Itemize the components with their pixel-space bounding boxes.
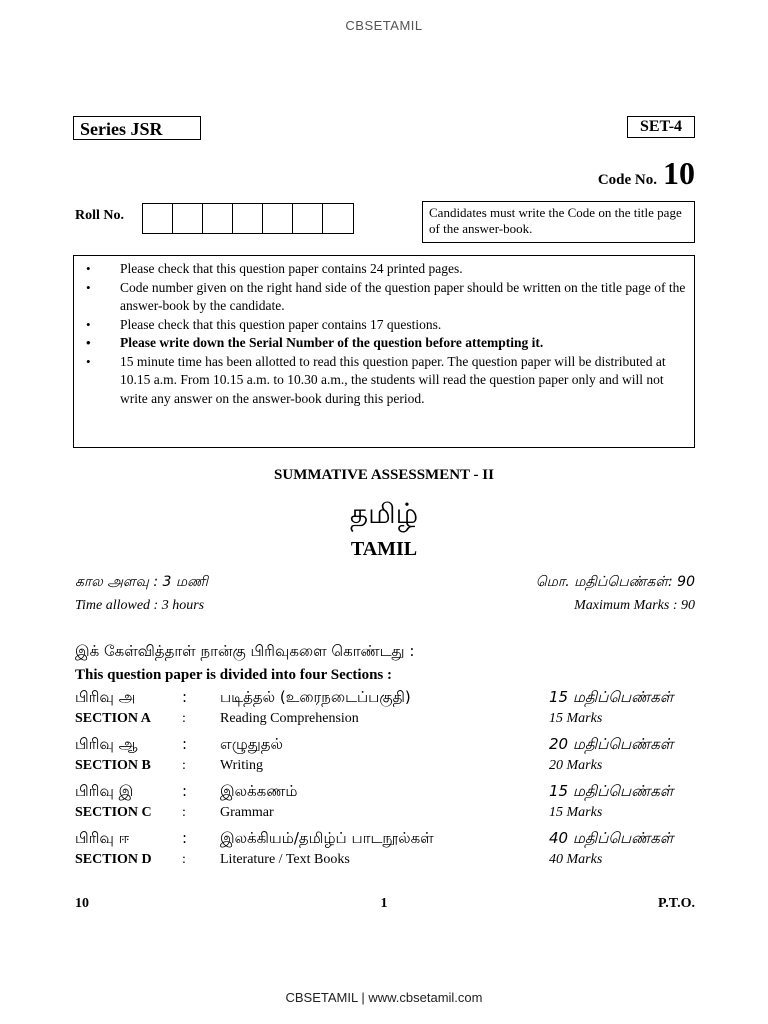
roll-number-cell[interactable] [293, 204, 323, 233]
instruction-text: Code number given on the right hand side of the question paper should be written on the title page of the answer-book by the candidate. [120, 279, 686, 313]
instruction-text: Please check that this question paper contains 17 questions. [120, 316, 442, 332]
section-row-tamil [75, 688, 695, 710]
separator-colon: : [182, 805, 186, 820]
instructions-box [73, 255, 695, 448]
roll-number-label: Roll No. [75, 208, 124, 223]
section-label: பிரிவு ஆ [75, 735, 138, 753]
subject-title-english: TAMIL [350, 538, 418, 560]
bullet-icon: • [86, 279, 91, 295]
section-row-english [75, 852, 695, 874]
section-label: SECTION C [75, 805, 152, 820]
instruction-item [84, 279, 686, 316]
section-name: Writing [220, 758, 263, 773]
assessment-title: SUMMATIVE ASSESSMENT - II [274, 467, 494, 483]
bullet-icon: • [86, 261, 91, 276]
pto-label: P.T.O. [658, 896, 695, 911]
max-marks-tamil: மொ. மதிப்பெண்கள்: 90 [535, 574, 695, 590]
time-allowed-tamil: கால அளவு : 3 மணி [75, 574, 208, 590]
roll-number-cell[interactable] [263, 204, 293, 233]
roll-number-cell[interactable] [143, 204, 173, 233]
section-label: பிரிவு அ [75, 688, 136, 706]
section-name: இலக்கியம்/தமிழ்ப் பாடநூல்கள் [220, 829, 434, 847]
section-label: SECTION A [75, 711, 151, 726]
section-marks: 15 மதிப்பெண்கள் [549, 782, 674, 800]
roll-number-boxes[interactable] [142, 203, 354, 234]
instruction-text: Please write down the Serial Number of the question before attempting it. [120, 335, 544, 350]
separator-colon: : [182, 735, 188, 753]
section-marks: 40 மதிப்பெண்கள் [549, 829, 674, 847]
bullet-icon: • [86, 353, 91, 369]
bullet-icon: • [86, 335, 91, 350]
instruction-item [84, 316, 686, 335]
code-number-block [598, 155, 695, 192]
subject-title-tamil: தமிழ் [349, 497, 419, 530]
separator-colon: : [182, 782, 188, 800]
section-name: எழுதுதல் [220, 735, 283, 753]
section-marks: 20 மதிப்பெண்கள் [549, 735, 674, 753]
section-marks: 15 Marks [549, 805, 603, 820]
section-row-tamil [75, 829, 695, 851]
time-allowed-english: Time allowed : 3 hours [75, 598, 205, 613]
roll-number-cell[interactable] [233, 204, 263, 233]
footer-code: 10 [75, 896, 89, 911]
section-row-tamil [75, 782, 695, 804]
instruction-text: Please check that this question paper contains 24 printed pages. [120, 261, 463, 276]
section-marks: 15 Marks [549, 711, 603, 726]
instruction-item [84, 260, 686, 279]
section-row-english [75, 805, 695, 827]
section-name: Reading Comprehension [220, 711, 359, 726]
section-marks: 20 Marks [549, 758, 603, 773]
candidate-note-box: Candidates must write the Code on the title page of the answer-book. [422, 201, 695, 243]
instructions-list [84, 260, 686, 408]
sections-intro-english: This question paper is divided into four Sections : [75, 667, 393, 683]
section-row-english [75, 711, 695, 733]
section-label: SECTION D [75, 852, 152, 867]
separator-colon: : [182, 688, 188, 706]
section-marks: 40 Marks [549, 852, 603, 867]
section-marks: 15 மதிப்பெண்கள் [549, 688, 674, 706]
separator-colon: : [182, 829, 188, 847]
section-label: SECTION B [75, 758, 151, 773]
watermark-bottom: CBSETAMIL | www.cbsetamil.com [285, 990, 483, 1005]
instruction-text: 15 minute time has been allotted to read this question paper. The question paper will be distributed at 10.15 a.m. From 10.15 a.m. to 10.30 a.m., the students will read the question paper only and will not write any answer on the answer-book during this period. [120, 353, 666, 406]
max-marks-english: Maximum Marks : 90 [574, 598, 695, 613]
set-label: SET-4 [627, 116, 695, 138]
roll-number-cell[interactable] [173, 204, 203, 233]
section-name: படித்தல் (உரைநடைப்பகுதி) [220, 688, 411, 706]
code-label: Code No. [597, 172, 657, 188]
watermark-top: CBSETAMIL [345, 18, 423, 33]
section-name: Grammar [220, 805, 274, 820]
separator-colon: : [182, 758, 186, 773]
bullet-icon: • [86, 316, 91, 332]
instruction-item [84, 353, 686, 409]
section-label: பிரிவு ஈ [75, 829, 130, 847]
section-row-english [75, 758, 695, 780]
roll-number-cell[interactable] [203, 204, 233, 233]
page-number: 1 [380, 896, 388, 911]
sections-intro-tamil: இக் கேள்வித்தாள் நான்கு பிரிவுகளை கொண்டது : [75, 642, 415, 660]
section-row-tamil [75, 735, 695, 757]
separator-colon: : [182, 852, 186, 867]
section-name: இலக்கணம் [220, 782, 298, 800]
series-label: Series JSR [73, 116, 201, 140]
roll-number-cell[interactable] [323, 204, 353, 233]
instruction-item [84, 334, 686, 353]
section-label: பிரிவு இ [75, 782, 134, 800]
code-number: 10 [663, 155, 695, 191]
separator-colon: : [182, 711, 186, 726]
section-name: Literature / Text Books [220, 852, 350, 867]
